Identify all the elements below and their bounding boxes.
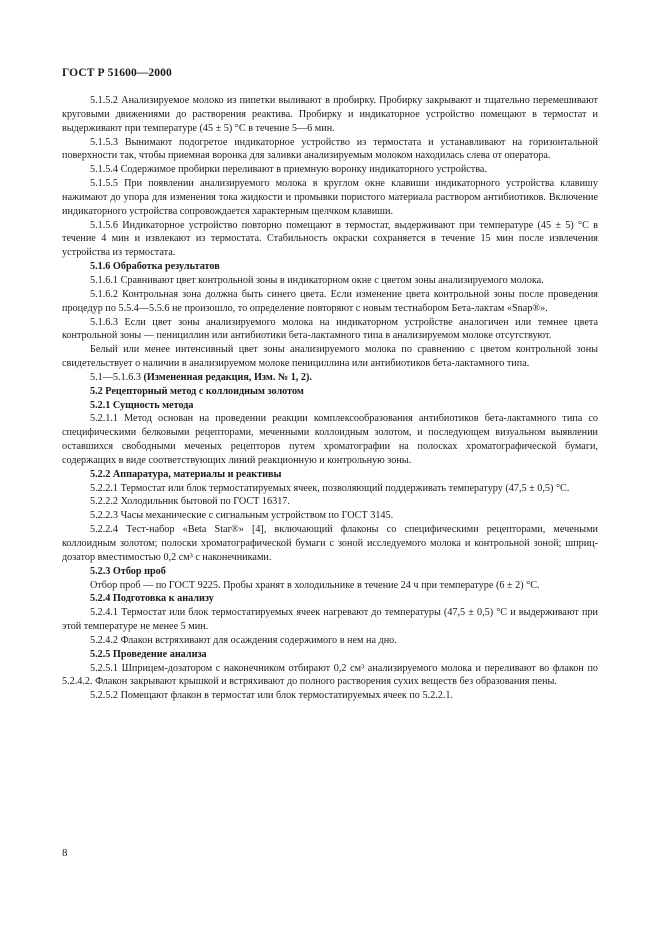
- paragraph-5-1-5-6: 5.1.5.6 Индикаторное устройство повторно помещают в термостат, выдерживают при температуре (45 ± 5) °С в течение 4 мин и извлекают из термостата. Стабильность окраски сохраняется в течение 15 мин после извлечения устройства из термостата.: [62, 219, 598, 259]
- section-heading-5-2-1: 5.2.1 Сущность метода: [90, 399, 194, 411]
- paragraph-5-2-2-3: 5.2.2.3 Часы механические с сигнальным устройством по ГОСТ 3145.: [90, 510, 394, 522]
- change-note-text: (Измененная редакция, Изм. № 1, 2).: [143, 371, 312, 383]
- paragraph-5-2-1-1: 5.2.1.1 Метод основан на проведении реакции комплексообразования антибиотиков бета-лактамного типа со специфическими белковыми рецепторами, меченными коллоидным золотом, и последующем визуальном выявлении оставшихся свободными меченых рецепторов путем хроматографии на полосках хроматографической бумаги, содержащих в виде соответствующих линий реакционную и контрольную зоны.: [62, 413, 598, 466]
- document-header: ГОСТ Р 51600—2000: [62, 67, 172, 79]
- section-heading-5-2: 5.2 Рецепторный метод с коллоидным золотом: [90, 385, 304, 397]
- paragraph-5-2-2-2: 5.2.2.2 Холодильник бытовой по ГОСТ 16317.: [90, 496, 290, 508]
- paragraph-5-1-6-2: 5.1.6.2 Контрольная зона должна быть синего цвета. Если изменение цвета контрольной зоны после проведения процедур по 5.5.4—5.5.6 не произошло, то определение повторяют с новым тестнабором Бета-лактам «Snap®».: [62, 288, 598, 314]
- paragraph-5-2-4-1: 5.2.4.1 Термостат или блок термостатируемых ячеек нагревают до температуры (47,5 ± 0,5) °С и выдерживают при этой температуре не менее 5 мин.: [62, 607, 598, 633]
- section-heading-5-2-2: 5.2.2 Аппаратура, материалы и реактивы: [90, 468, 282, 480]
- section-heading-5-2-5: 5.2.5 Проведение анализа: [90, 648, 207, 660]
- paragraph-5-2-2-1: 5.2.2.1 Термостат или блок термостатируемых ячеек, позволяющий поддерживать температуру (47,5 ± 0,5) °С.: [90, 482, 570, 494]
- paragraph-5-1-6-3: 5.1.6.3 Если цвет зоны анализируемого молока на индикаторном устройстве аналогичен или темнее цвета контрольной зоны — пенициллин или антибиотики бета-лактамного типа в анализируемом молоке отсутствуют.: [62, 316, 598, 342]
- paragraph-5-1-5-3: 5.1.5.3 Вынимают подогретое индикаторное устройство из термостата и устанавливают на горизонтальной поверхности так, чтобы приемная воронка для заливки анализируемым молоком находилась слева от оператора.: [62, 136, 598, 162]
- change-note: [62, 371, 598, 385]
- paragraph-sampling: Отбор проб — по ГОСТ 9225. Пробы хранят в холодильнике в течение 24 ч при температуре (6 ± 2) °С.: [90, 579, 540, 591]
- document-body: [62, 94, 598, 703]
- paragraph-5-2-2-4: 5.2.2.4 Тест-набор «Beta Star®» [4], включающий флаконы со специфическими рецепторами, мечеными коллоидным золотом; полоски хроматографической бумаги с зоной исследуемого молока и контрольной зоной; шприц-дозатор вместимостью 0,2 см³ с наконечниками.: [62, 524, 598, 563]
- paragraph-5-2-5-2: 5.2.5.2 Помещают флакон в термостат или блок термостатируемых ячеек по 5.2.2.1.: [90, 690, 454, 702]
- paragraph-5-2-4-2: 5.2.4.2 Флакон встряхивают для осаждения содержимого в нем на дно.: [90, 634, 397, 646]
- section-heading-5-2-4: 5.2.4 Подготовка к анализу: [90, 593, 214, 605]
- section-heading-5-1-6: 5.1.6 Обработка результатов: [90, 261, 220, 273]
- paragraph-5-2-5-1: 5.2.5.1 Шприцем-дозатором с наконечником отбирают 0,2 см³ анализируемого молока и переливают во флакон по 5.2.4.2. Флакон закрывают крышкой и встряхивают до полного растворения сухих веществ без образования пены.: [62, 662, 598, 688]
- page-number: 8: [62, 847, 68, 859]
- paragraph-5-1-5-5: 5.1.5.5 При появлении анализируемого молока в круглом окне клавиши индикаторного устройства клавишу нажимают до упора для изменения тока жидкости и промывки пористого материала раствором антибиотиков. Включение индикаторного устройства сопровождается характерным щелчком клавиши.: [62, 178, 598, 217]
- section-heading-5-2-3: 5.2.3 Отбор проб: [90, 565, 166, 577]
- paragraph-5-1-5-2: 5.1.5.2 Анализируемое молоко из пипетки выливают в пробирку. Пробирку закрывают и тщательно перемешивают круговыми движениями до растворения реактива. Пробирку и индикаторное устройство помещают в термостат и выдерживают при температуре (45 ± 5) °С в течение 5—6 мин.: [62, 95, 598, 134]
- change-note-ref: 5.1—5.1.6.3: [90, 371, 141, 383]
- paragraph-5-1-5-4: 5.1.5.4 Содержимое пробирки переливают в приемную воронку индикаторного устройства.: [90, 164, 487, 176]
- paragraph-5-1-6-1: 5.1.6.1 Сравнивают цвет контрольной зоны в индикаторном окне с цветом зоны анализируемого молока.: [90, 274, 544, 286]
- paragraph-white-color: Белый или менее интенсивный цвет зоны анализируемого молока по сравнению с цветом контрольной зоны свидетельствует о наличии в анализируемом молоке пенициллина или антибиотиков бета-лактамного типа.: [62, 344, 598, 370]
